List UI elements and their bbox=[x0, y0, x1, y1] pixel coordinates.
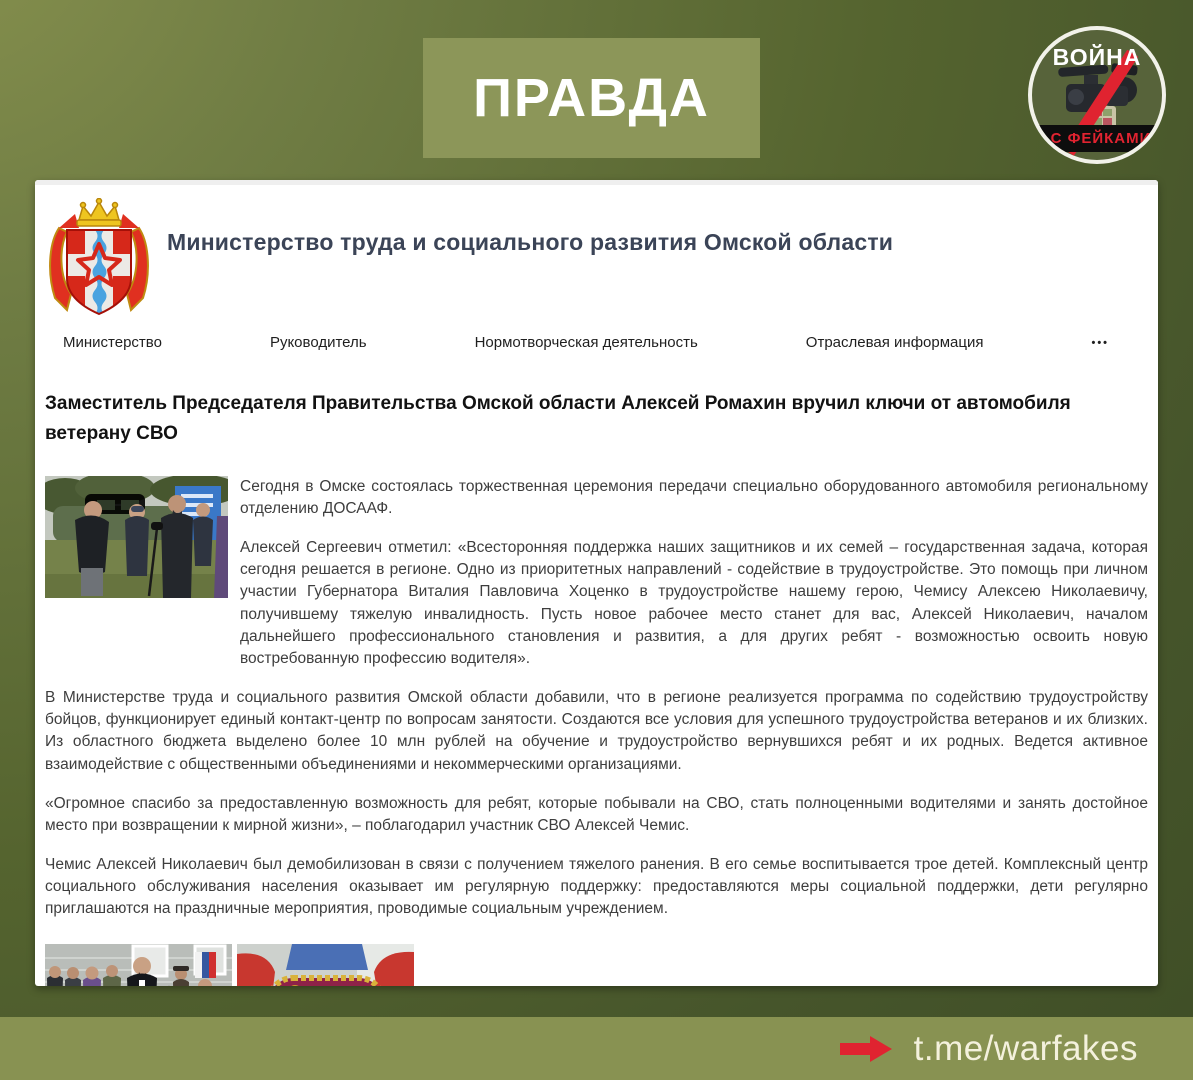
article-paragraph: Сегодня в Омске состоялась торжественная церемония передачи специально оборудованного автомобиля региональному отделению ДОСААФ. bbox=[240, 477, 1148, 517]
article-photo-keys-pillow bbox=[237, 944, 414, 986]
nav-item-industry-info[interactable]: Отраслевая информация bbox=[805, 334, 984, 351]
article-headline: Заместитель Председателя Правительства Омской области Алексей Ромахин вручил ключи от автомобиля ветерану СВО bbox=[45, 393, 1071, 445]
logo-band bbox=[1028, 125, 1166, 152]
telegram-channel-link[interactable]: t.me/warfakes bbox=[913, 1028, 1138, 1068]
footer-strip bbox=[0, 1017, 1193, 1080]
truth-banner bbox=[423, 38, 760, 158]
logo-bottom-text: С ФЕЙКАМИ bbox=[1050, 130, 1152, 147]
website-screenshot bbox=[35, 180, 1158, 986]
article-photo-ceremony bbox=[45, 476, 228, 598]
article-paragraph: «Огромное спасибо за предоставленную возможность для ребят, которые побывали на СВО, стать полноценными водителями и занять достойное место при возвращении к мирной жизни», – поблагодарил участник СВО Алексей Чемис. bbox=[45, 794, 1148, 834]
article-photo-row bbox=[45, 944, 1148, 986]
nav-more-icon[interactable]: ••• bbox=[1091, 336, 1110, 349]
article-paragraph: Алексей Сергеевич отметил: «Всесторонняя поддержка наших защитников и их семей – государственная задача, которая сегодня решается в регионе. Одно из приоритетных направлений - содействие в трудоустройстве. Это помощь при личном участии Губернатора Виталия Павловича Хоценко в трудоустройстве нашему герою, Чемису Алексею Николаевичу, получившему тяжелую инвалидность. Пусть новое рабочее место станет для вас, Алексей Николаевич, началом дальнейшего профессионального становления и развития, а для других ребят - возможностью освоить новую востребованную профессию водителя». bbox=[240, 539, 1148, 667]
article-paragraph: В Министерстве труда и социального развития Омской области добавили, что в регионе реализуется программа по содействию трудоустройству бойцов, функционирует единый контакт-центр по вопросам занятости. Создаются все условия для успешного трудоустройства ветеранов и их близких. Из областного бюджета выделено более 10 млн рублей на обучение и трудоустройство вернувшихся ребят и их родных. Ведется активное взаимодействие с общественными объединениями и некоммерческими организациями. bbox=[45, 689, 1148, 773]
article-lead-block bbox=[45, 476, 1148, 670]
site-nav bbox=[63, 334, 1148, 351]
article-photo-speech bbox=[45, 944, 232, 986]
arrow-right-icon bbox=[840, 1034, 892, 1064]
warfakes-logo bbox=[1028, 26, 1166, 164]
truth-banner-label: ПРАВДА bbox=[473, 68, 710, 128]
article-lead-text bbox=[240, 476, 1148, 670]
nav-item-lawmaking[interactable]: Нормотворческая деятельность bbox=[474, 334, 698, 351]
nav-item-ministry[interactable]: Министерство bbox=[63, 334, 162, 351]
logo-top-text: ВОЙНА bbox=[1052, 44, 1142, 70]
article-paragraph: Чемис Алексей Николаевич был демобилизован в связи с получением тяжелого ранения. В его семье воспитывается трое детей. Комплексный центр социального обслуживания населения оказывает им регулярную поддержку: предоставляются меры социальной поддержки, дети регулярно приглашаются на праздничные мероприятия, проводимые социальным учреждением. bbox=[45, 855, 1148, 918]
site-title: Министерство труда и социального развития Омской области bbox=[167, 228, 894, 255]
site-header bbox=[45, 198, 1148, 320]
nav-item-head[interactable]: Руководитель bbox=[269, 334, 367, 351]
omsk-coat-of-arms-icon bbox=[45, 198, 153, 320]
